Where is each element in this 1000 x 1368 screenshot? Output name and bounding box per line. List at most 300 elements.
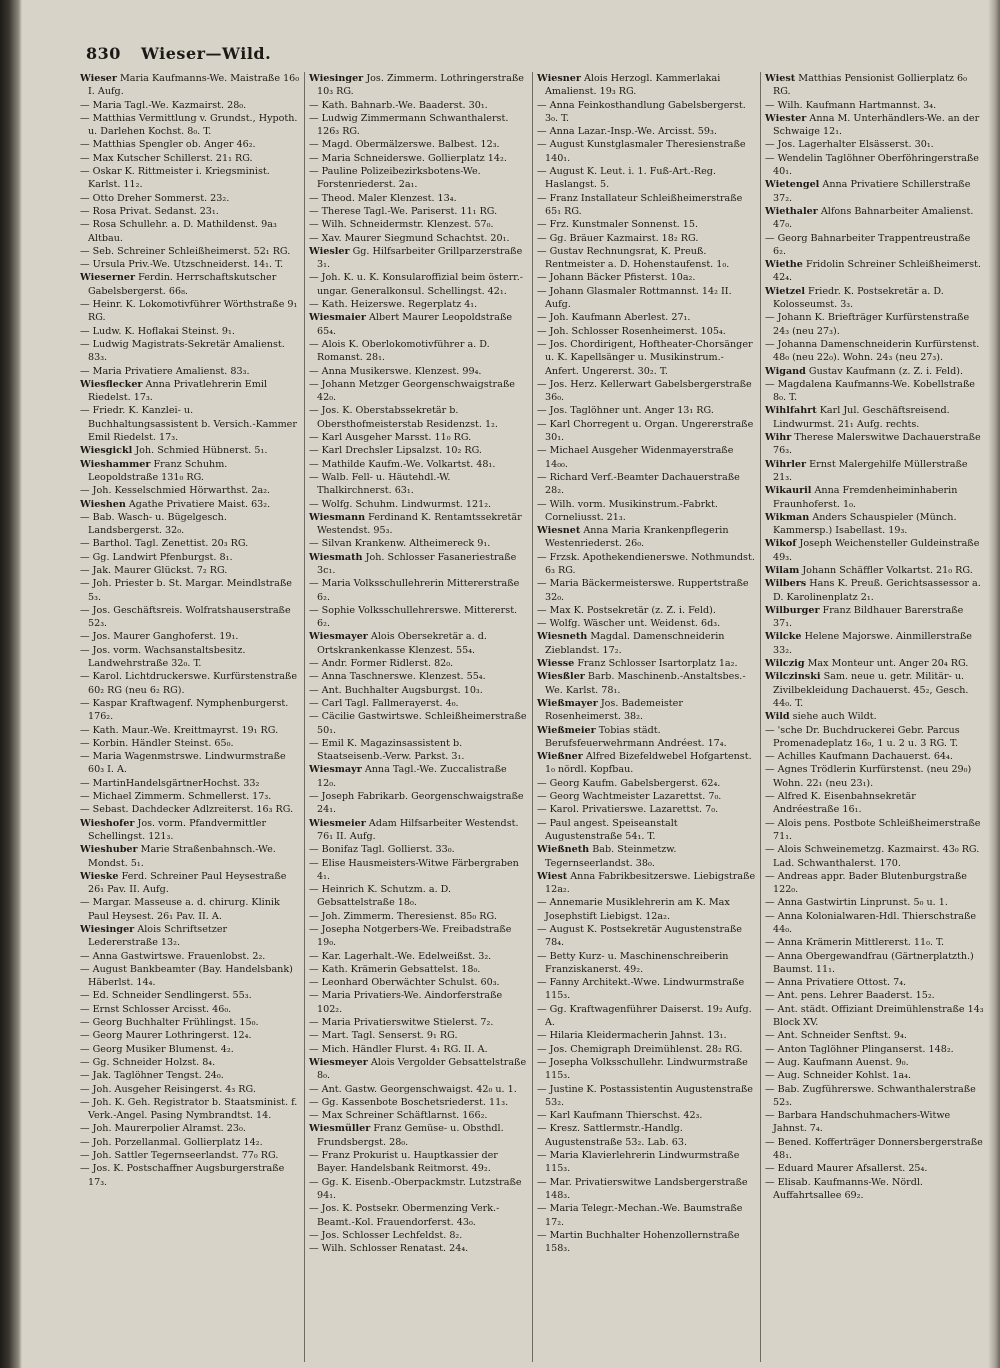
directory-entry xyxy=(80,1016,300,1029)
entry-text: Joh. Schmied Hübnerst. 5₁. xyxy=(135,445,268,457)
directory-entry xyxy=(765,670,984,710)
directory-entry xyxy=(309,298,528,311)
directory-entry xyxy=(80,245,300,258)
directory-entry xyxy=(537,471,756,498)
entry-text: Franz Schuhm. Leopoldstraße 131₀ RG. xyxy=(88,458,228,483)
directory-entry xyxy=(80,950,300,963)
directory-entry xyxy=(80,537,300,550)
entry-surname: Wiethaler xyxy=(765,205,818,217)
directory-columns xyxy=(76,72,990,1362)
entry-text: — Fanny Architekt.-Wwe. Lindwurmstraße 115₃. xyxy=(537,977,745,1002)
entry-text: — Bab. Wasch- u. Bügelgesch. Landsbergerst. 32₀. xyxy=(80,511,227,537)
directory-entry xyxy=(537,404,756,417)
directory-entry xyxy=(537,99,756,126)
directory-entry xyxy=(80,404,300,444)
entry-text: — Magdalena Kaufmanns-We. Kobellstraße 8₀. T. xyxy=(765,378,975,404)
directory-entry xyxy=(309,670,528,683)
entry-text: — Heinr. K. Lokomotivführer Wörthstraße 9₁ RG. xyxy=(80,299,298,324)
directory-entry xyxy=(765,404,984,431)
directory-entry xyxy=(309,1016,528,1029)
directory-entry xyxy=(765,112,984,139)
entry-text: — Mart. Tagl. Senserst. 9₁ RG. xyxy=(309,1030,458,1042)
entry-text: Hans K. Preuß. Gerichtsassessor a. D. Karolinenplatz 2₁. xyxy=(773,578,981,603)
directory-entry xyxy=(309,1122,528,1149)
entry-surname: Wießneth xyxy=(537,844,590,856)
entry-text: — Karl Chorregent u. Organ. Ungererstraße 30₁. xyxy=(537,418,754,444)
directory-entry xyxy=(765,1043,984,1056)
entry-surname: Wiesmath xyxy=(309,551,363,563)
entry-text: — Max Schreiner Schäftlarnst. 166₂. xyxy=(309,1110,488,1122)
entry-text: — Karol. Lichtdruckerswe. Kurfürstenstraße 60₂ RG (neu 6₂ RG). xyxy=(80,671,298,696)
entry-text: — Max K. Postsekretär (z. Z. i. Feld). xyxy=(537,604,716,616)
directory-entry xyxy=(765,205,984,232)
entry-text: Agathe Privatiere Maist. 63₂. xyxy=(128,498,271,510)
entry-text: — Hilaria Kleidermacherin Jahnst. 13₁. xyxy=(537,1030,727,1042)
entry-text: Adam Hilfsarbeiter Westendst. 76₁ II. Aufg. xyxy=(317,817,519,842)
directory-entry xyxy=(80,670,300,697)
entry-text: Franz Gemüse- u. Obsthdl. Frundsbergst. 28₀. xyxy=(317,1123,504,1148)
directory-entry xyxy=(537,1083,756,1110)
directory-entry xyxy=(765,484,984,511)
entry-text: — Anna Gastwirtin Linprunst. 5₀ u. 1. xyxy=(765,897,948,909)
entry-text: — Jos. vorm. Wachsanstaltsbesitz. Landwehrstraße 32₀. T. xyxy=(80,644,246,670)
directory-entry xyxy=(537,670,756,697)
directory-entry xyxy=(80,803,300,816)
entry-text: — Elisab. Kaufmanns-We. Nördl. Auffahrtsallee 69₂. xyxy=(765,1176,923,1201)
directory-entry xyxy=(537,444,756,471)
directory-entry xyxy=(537,870,756,897)
entry-text: — Gg. K. Eisenb.-Oberpackmstr. Lutzstraße 94₁. xyxy=(309,1176,522,1201)
directory-entry xyxy=(309,232,528,245)
directory-entry xyxy=(765,99,984,112)
entry-text: — Joh. Schlosser Rosenheimerst. 105₄. xyxy=(537,325,726,337)
entry-text: Anna Fremdenheiminhaberin Fraunhoferst. 1₀. xyxy=(773,485,958,510)
entry-text: — Anna Privatiere Ottost. 7₄. xyxy=(765,977,907,989)
entry-text: — Karol. Privatierswe. Lazarettst. 7₀. xyxy=(537,804,719,816)
entry-text: — Frzsk. Apothekendienerswe. Nothmundst. 6₃ RG. xyxy=(537,551,755,576)
directory-entry xyxy=(765,604,984,631)
entry-text: — Georg Wachtmeister Lazarettst. 7₀. xyxy=(537,791,722,803)
entry-surname: Wietengel xyxy=(765,179,820,191)
directory-entry xyxy=(537,923,756,950)
entry-text: — Gg. Landwirt Pfenburgst. 8₁. xyxy=(80,551,233,563)
directory-entry xyxy=(765,976,984,989)
directory-entry xyxy=(309,1056,528,1083)
entry-surname: Wilam xyxy=(765,564,800,576)
entry-text: Alfons Bahnarbeiter Amalienst. 47₀. xyxy=(773,205,974,231)
entry-text: — Sebast. Dachdecker Adlzreiterst. 16₃ RG. xyxy=(80,804,294,816)
directory-entry xyxy=(80,165,300,192)
directory-entry xyxy=(765,1162,984,1175)
entry-text: — Georg Buchhalter Frühlingst. 15₀. xyxy=(80,1017,259,1029)
directory-entry xyxy=(309,152,528,165)
entry-text: — Wilh. Schneidermstr. Klenzest. 57₀. xyxy=(309,219,494,231)
directory-entry xyxy=(537,1109,756,1122)
entry-surname: Wiesinger xyxy=(309,73,364,84)
entry-text: Maria Kaufmanns-We. Maistraße 16₀ I. Aufg. xyxy=(88,73,300,98)
directory-entry xyxy=(309,1083,528,1096)
entry-surname: Wietzel xyxy=(765,285,805,297)
entry-text: Joseph Weichensteller Guldeinstraße 49₃. xyxy=(773,538,980,563)
entry-text: — Ant. städt. Offiziant Dreimühlenstraße 14₃ Block XV. xyxy=(765,1003,984,1029)
directory-entry xyxy=(537,1003,756,1030)
entry-text: — Gg. Kassenbote Boschetsriederst. 11₃. xyxy=(309,1096,509,1108)
directory-entry xyxy=(537,750,756,777)
entry-surname: Wiesmeyer xyxy=(309,1056,368,1068)
directory-entry xyxy=(80,258,300,271)
entry-surname: Wieske xyxy=(80,870,119,882)
entry-text: — Annemarie Musiklehrerin am K. Max Josephstift Liebigst. 12a₂. xyxy=(537,897,730,922)
directory-entry xyxy=(537,657,756,670)
entry-text: Ernst Malergehilfe Müllerstraße 21₃. xyxy=(773,458,968,483)
directory-entry xyxy=(765,138,984,151)
directory-entry xyxy=(309,72,528,99)
entry-surname: Wihr xyxy=(765,432,792,444)
directory-entry xyxy=(80,750,300,777)
entry-surname: Wiesmeier xyxy=(309,817,366,829)
directory-entry xyxy=(309,1202,528,1229)
entry-text: Jos. vorm. Pfandvermittler Schellingst. 121₃. xyxy=(88,817,267,842)
entry-text: — Jak. Maurer Glückst. 7₂ RG. xyxy=(80,564,228,576)
entry-text: Anna Privatiere Schillerstraße 37₂. xyxy=(773,179,971,204)
entry-text: Anna Fabrikbesitzerswe. Liebigstraße 12a₂. xyxy=(545,870,756,896)
directory-entry xyxy=(80,205,300,218)
directory-entry xyxy=(309,218,528,231)
entry-text: — Aug. Schneider Kohlst. 1a₄. xyxy=(765,1070,912,1082)
entry-text: — Maria Bäckermeisterswe. Ruppertstraße 32₀. xyxy=(537,578,749,603)
entry-text: — Oskar K. Rittmeister i. Kriegsminist. Karlst. 11₂. xyxy=(80,166,270,191)
entry-text: — Therese Tagl.-We. Pariserst. 11₁ RG. xyxy=(309,205,498,217)
directory-entry xyxy=(537,232,756,245)
directory-entry xyxy=(80,630,300,643)
directory-entry xyxy=(80,338,300,365)
directory-entry xyxy=(80,378,300,405)
entry-surname: Wießmeier xyxy=(537,724,596,736)
directory-entry xyxy=(537,976,756,1003)
entry-text: — Franz Prokurist u. Hauptkassier der Bayer. Handelsbank Reitmorst. 49₂. xyxy=(309,1150,498,1175)
entry-surname: Wild xyxy=(765,711,790,723)
directory-entry xyxy=(765,378,984,405)
directory-entry xyxy=(80,271,300,298)
entry-text: — Johann K. Briefträger Kurfürstenstraße 24₃ (neu 27₃). xyxy=(765,312,970,337)
directory-entry xyxy=(80,511,300,538)
entry-text: Jos. Bademeister Rosenheimerst. 38₂. xyxy=(545,697,683,723)
directory-entry xyxy=(80,551,300,564)
directory-entry xyxy=(80,604,300,631)
directory-entry xyxy=(537,378,756,405)
entry-text: Alois Herzogl. Kammerlakai Amalienst. 19₃ RG. xyxy=(545,73,721,98)
directory-entry xyxy=(765,710,984,723)
entry-text: — Gg. Kraftwagenführer Daiserst. 19₂ Aufg. A. xyxy=(537,1003,752,1029)
directory-entry xyxy=(309,657,528,670)
entry-text: — Anna Krämerin Mittlererst. 11₀. T. xyxy=(765,937,945,949)
directory-entry xyxy=(537,125,756,138)
directory-entry xyxy=(80,1043,300,1056)
entry-text: — Ant. Buchhalter Augsburgst. 10₃. xyxy=(309,684,483,696)
entry-text: — Ernst Schlosser Arcisst. 46₀. xyxy=(80,1003,232,1015)
directory-entry xyxy=(80,484,300,497)
entry-text: Alois Obersekretär a. d. Ortskrankenkasse Klenzest. 55₄. xyxy=(317,631,487,656)
directory-entry xyxy=(765,431,984,458)
entry-text: — Sophie Volksschullehrerswe. Mittererst. 6₂. xyxy=(309,604,518,630)
directory-entry xyxy=(537,1149,756,1176)
entry-text: — Jos. K. Oberstabssekretär b. Obersthofmeisterstab Residenzst. 1₂. xyxy=(309,405,498,430)
entry-text: — Johann Glasmaler Rottmannst. 14₂ II. Aufg. xyxy=(537,285,732,311)
column-3 xyxy=(532,72,760,1362)
directory-entry xyxy=(537,577,756,604)
entry-text: — Michael Zimmerm. Schmellerst. 17₃. xyxy=(80,791,272,803)
entry-text: — Gg. Bräuer Kazmairst. 18₂ RG. xyxy=(537,232,699,244)
entry-text: — Matthias Spengler ob. Anger 46₂. xyxy=(80,139,256,151)
directory-entry xyxy=(80,843,300,870)
directory-entry xyxy=(80,1136,300,1149)
entry-surname: Wilczinski xyxy=(765,671,821,683)
entry-surname: Wiester xyxy=(765,112,807,124)
directory-entry xyxy=(80,1162,300,1189)
entry-text: — Maria Privatierswitwe Stielerst. 7₂. xyxy=(309,1017,494,1029)
directory-entry xyxy=(765,1029,984,1042)
entry-text: — Johanna Damenschneiderin Kurfürstenst. 48₀ (neu 22₀). Wohn. 24₃ (neu 27₃). xyxy=(765,338,980,364)
entry-text: — Andreas appr. Bader Blutenburgstraße 122₀. xyxy=(765,870,967,896)
entry-text: — Agnes Trödlerin Kurfürstenst. (neu 29₀) Wohn. 22₁ (neu 23₁). xyxy=(765,764,972,789)
entry-text: Therese Malerswitwe Dachauerstraße 76₃. xyxy=(773,432,981,457)
entry-text: — Anna Taschnerswe. Klenzest. 55₄. xyxy=(309,671,486,683)
entry-text: — Anna Musikerswe. Klenzest. 99₄. xyxy=(309,365,482,377)
directory-entry xyxy=(537,311,756,324)
directory-entry xyxy=(765,817,984,844)
directory-entry xyxy=(537,617,756,630)
entry-text: Albert Maurer Leopoldstraße 65₄. xyxy=(317,312,513,337)
entry-text: — Betty Kurz- u. Maschinenschreiberin Franziskanerst. 49₂. xyxy=(537,950,729,975)
entry-surname: Wiesmann xyxy=(309,511,366,523)
entry-text: — Kresz. Sattlermstr.-Handlg. Augustenstraße 53₂. Lab. 63. xyxy=(537,1123,688,1148)
entry-text: — MartinHandelsgärtnerHochst. 33₂ xyxy=(80,777,260,789)
directory-entry xyxy=(80,577,300,604)
directory-entry xyxy=(309,843,528,856)
directory-entry xyxy=(309,365,528,378)
directory-entry xyxy=(765,311,984,338)
directory-entry xyxy=(80,72,300,99)
directory-entry xyxy=(80,152,300,165)
entry-surname: Wiesneth xyxy=(537,631,588,643)
directory-entry xyxy=(537,803,756,816)
entry-text: — Josepha Notgerbers-We. Freibadstraße 19₀. xyxy=(309,924,512,949)
directory-entry xyxy=(309,923,528,950)
directory-entry xyxy=(309,551,528,578)
directory-entry xyxy=(80,777,300,790)
directory-entry xyxy=(537,604,756,617)
directory-entry xyxy=(537,245,756,272)
entry-text: — Andr. Former Ridlerst. 82₀. xyxy=(309,658,454,670)
directory-entry xyxy=(537,418,756,445)
entry-text: — Margar. Masseuse a. d. chirurg. Klinik Paul Heysest. 26₁ Pav. II. A. xyxy=(80,897,280,922)
entry-text: Marie Straßenbahnsch.-We. Mondst. 5₁. xyxy=(88,844,276,869)
directory-entry xyxy=(80,458,300,485)
entry-text: — Max Kutscher Schillerst. 21₁ RG. xyxy=(80,152,253,164)
directory-entry xyxy=(765,1069,984,1082)
entry-text: Jos. Zimmerm. Lothringerstraße 10₃ RG. xyxy=(317,73,524,98)
directory-entry xyxy=(537,843,756,870)
entry-text: — Rosa Privat. Sedanst. 23₁. xyxy=(80,205,219,217)
directory-entry xyxy=(765,750,984,763)
entry-text: — Maria Klavierlehrerin Lindwurmstraße 115₃. xyxy=(537,1150,740,1175)
entry-text: — Karl Kaufmann Thierschst. 42₃. xyxy=(537,1110,703,1122)
entry-text: — August Bankbeamter (Bay. Handelsbank) Häberlst. 14₄. xyxy=(80,963,293,989)
entry-text: — Franz Installateur Schleißheimerstraße 65₁ RG. xyxy=(537,192,743,217)
directory-entry xyxy=(765,458,984,485)
entry-text: Matthias Pensionist Gollierplatz 6₀ RG. xyxy=(773,73,967,98)
entry-text: — Barthol. Tagl. Zenettist. 20₃ RG. xyxy=(80,538,249,550)
entry-text: — Kaspar Kraftwagenf. Nymphenburgerst. 176₂. xyxy=(80,697,289,723)
directory-entry xyxy=(537,271,756,284)
entry-surname: Wilcke xyxy=(765,631,802,643)
entry-text: — Jos. Chemigraph Dreimühlenst. 28₂ RG. xyxy=(537,1043,743,1055)
entry-text: — Bab. Zugführerswe. Schwanthalerstraße 52₃. xyxy=(765,1083,976,1108)
entry-text: — Otto Dreher Sommerst. 23₂. xyxy=(80,192,230,204)
entry-text: Bab. Steinmetzw. Tegernseerlandst. 38₀. xyxy=(545,844,677,869)
entry-text: — Anna Kolonialwaren-Hdl. Thierschstraße 44₀. xyxy=(765,910,977,935)
directory-entry xyxy=(537,498,756,525)
directory-entry xyxy=(765,790,984,817)
directory-entry xyxy=(765,1003,984,1030)
directory-entry xyxy=(309,112,528,139)
entry-surname: Wiesner xyxy=(537,73,581,84)
directory-entry xyxy=(309,697,528,710)
entry-surname: Wiesmayer xyxy=(309,631,368,643)
entry-text: Friedr. K. Postsekretär a. D. Kolosseumst. 3₃. xyxy=(773,285,944,311)
entry-text: — Rosa Schullehr. a. D. Mathildenst. 9a₃ Altbau. xyxy=(80,219,277,244)
entry-surname: Wiethe xyxy=(765,259,803,271)
directory-entry xyxy=(537,896,756,923)
directory-entry xyxy=(80,444,300,457)
directory-entry xyxy=(537,165,756,192)
directory-entry xyxy=(80,1056,300,1069)
directory-entry xyxy=(80,218,300,245)
directory-entry xyxy=(765,178,984,205)
entry-text: Helene Majorswe. Ainmillerstraße 33₂. xyxy=(773,631,972,656)
directory-entry xyxy=(309,630,528,657)
entry-text: — Georg Maurer Lothringerst. 12₄. xyxy=(80,1030,252,1042)
entry-surname: Wießmayer xyxy=(537,697,598,709)
directory-entry xyxy=(765,1136,984,1163)
entry-surname: Wihrler xyxy=(765,458,807,470)
entry-surname: Wiesse xyxy=(537,658,575,670)
directory-entry xyxy=(80,112,300,139)
directory-entry xyxy=(309,963,528,976)
entry-surname: Wihlfahrt xyxy=(765,405,817,417)
directory-entry xyxy=(765,537,984,564)
entry-text: — Ant. Schneider Senftst. 9₄. xyxy=(765,1030,907,1042)
entry-text: — Maria Volksschullehrerin Mittererstraße 6₂. xyxy=(309,578,520,603)
directory-entry xyxy=(80,963,300,990)
directory-entry xyxy=(80,896,300,923)
entry-text: — Kath. Bahnarb.-We. Baaderst. 30₁. xyxy=(309,99,488,111)
directory-entry xyxy=(80,989,300,1002)
entry-text: — Anna Gastwirtswe. Frauenlobst. 2₂. xyxy=(80,950,266,962)
directory-entry xyxy=(765,72,984,99)
entry-text: — Cäcilie Gastwirtswe. Schleißheimerstraße 50₁. xyxy=(309,711,527,736)
directory-entry xyxy=(80,192,300,205)
directory-entry xyxy=(80,365,300,378)
directory-entry xyxy=(537,1176,756,1203)
entry-text: Karl Jul. Geschäftsreisend. Lindwurmst. 21₁ Aufg. rechts. xyxy=(773,405,950,430)
entry-text: — Bened. Kofferträger Donnersbergerstraße 48₁. xyxy=(765,1136,983,1162)
entry-text: — Gg. Schneider Holzst. 8₄. xyxy=(80,1056,216,1068)
entry-text: — Wilh. vorm. Musikinstrum.-Fabrkt. Corneliusst. 21₃. xyxy=(537,498,718,523)
entry-text: — Joh. Kesselschmied Hörwarthst. 2a₂. xyxy=(80,485,271,497)
entry-surname: Wiesinger xyxy=(80,924,135,935)
entry-text: — Anna Feinkosthandlung Gabelsbergerst. 3₀. T. xyxy=(537,99,746,124)
entry-text: — Maria Wagenmstrswe. Lindwurmstraße 60₃ I. A. xyxy=(80,751,286,776)
directory-entry xyxy=(80,817,300,844)
entry-text: — Alfred K. Eisenbahnsekretär Andréestraße 16₁. xyxy=(765,791,916,816)
entry-text: — Alois pens. Postbote Schleißheimerstraße 71₁. xyxy=(765,817,981,842)
entry-text: — Jos. Maurer Ganghoferst. 19₁. xyxy=(80,631,239,643)
entry-text: Anna Privatlehrerin Emil Riedelst. 17₃. xyxy=(88,378,268,404)
directory-entry xyxy=(80,737,300,750)
directory-entry xyxy=(309,271,528,298)
entry-text: — Anna Lazar.-Insp.-We. Arcisst. 59₃. xyxy=(537,126,717,138)
directory-entry xyxy=(765,577,984,604)
entry-text: — Silvan Krankenw. Altheimereck 9₁. xyxy=(309,538,491,550)
directory-entry xyxy=(537,1043,756,1056)
directory-entry xyxy=(309,378,528,405)
entry-text: — Josepha Volksschullehr. Lindwurmstraße 115₃. xyxy=(537,1056,748,1082)
entry-text: — Ursula Priv.-We. Utzschneiderst. 14₁. T. xyxy=(80,259,284,271)
directory-entry xyxy=(765,1176,984,1203)
directory-entry xyxy=(309,1176,528,1203)
directory-entry xyxy=(80,644,300,671)
directory-entry xyxy=(765,896,984,909)
entry-text: — Barbara Handschuhmachers-Witwe Jahnst. 7₄. xyxy=(765,1110,951,1135)
entry-text: — Martin Buchhalter Hohenzollernstraße 158₃. xyxy=(537,1229,740,1255)
entry-text: — Bonifaz Tagl. Gollierst. 33₀. xyxy=(309,844,455,856)
directory-entry xyxy=(765,630,984,657)
directory-entry xyxy=(309,737,528,764)
entry-text: — Johann Bäcker Pfisterst. 10a₂. xyxy=(537,272,696,284)
directory-entry xyxy=(309,1096,528,1109)
directory-entry xyxy=(765,1109,984,1136)
column-4 xyxy=(760,72,988,1362)
directory-entry xyxy=(309,1029,528,1042)
column-2 xyxy=(304,72,532,1362)
entry-text: — Achilles Kaufmann Dachauerst. 64₄. xyxy=(765,751,953,763)
entry-text: Barb. Maschinenb.-Anstaltsbes.-We. Karlst. 78₁. xyxy=(545,671,746,696)
entry-text: Sam. neue u. getr. Militär- u. Zivilbekleidung Dachauerst. 45₂, Gesch. 44₀. T. xyxy=(773,671,969,709)
directory-entry xyxy=(537,1202,756,1229)
entry-text: — Leonhard Oberwächter Schulst. 60₃. xyxy=(309,977,500,989)
entry-text: Alfred Bizefeldwebel Hofgartenst. 1₀ nördl. Kopfbau. xyxy=(545,751,752,776)
directory-entry xyxy=(537,1029,756,1042)
entry-text: — Walb. Fell- u. Häutehdl.-W. Thalkirchnerst. 63₁. xyxy=(309,471,451,497)
entry-surname: Wiest xyxy=(765,73,796,84)
directory-entry xyxy=(537,724,756,751)
directory-entry xyxy=(765,365,984,378)
entry-text: — Jos. Lagerhalter Elsässerst. 30₁. xyxy=(765,139,934,151)
directory-entry xyxy=(537,72,756,99)
directory-entry xyxy=(309,498,528,511)
entry-text: — Joh. K. Geh. Registrator b. Staatsminist. f. Verk.-Angel. Pasing Nymbrandtst. 14. xyxy=(80,1096,298,1122)
directory-entry xyxy=(537,338,756,378)
directory-entry xyxy=(309,1109,528,1122)
entry-text: — Jos. Herz. Kellerwart Gabelsbergerstraße 36₀. xyxy=(537,378,752,404)
entry-text: — Jos. K. Postsekr. Obermenzing Verk.-Beamt.-Kol. Frauendorferst. 43₀. xyxy=(309,1203,500,1228)
directory-entry xyxy=(309,710,528,737)
directory-entry xyxy=(80,1096,300,1123)
directory-entry xyxy=(309,165,528,192)
entry-text: — Joh. Kaufmann Aberlest. 27₁. xyxy=(537,312,691,324)
directory-entry xyxy=(765,232,984,259)
